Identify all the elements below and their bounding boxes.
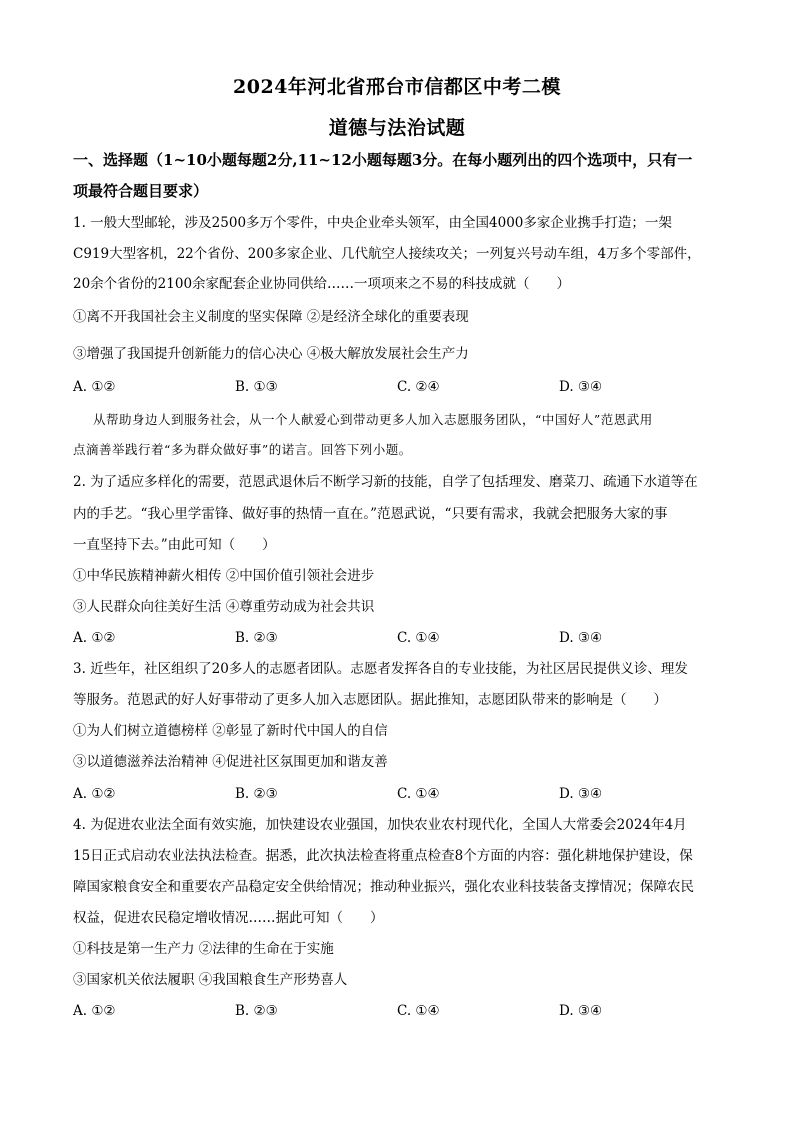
q1-stem-line-3: 20余个省份的2100余家配套企业协同供给……一项项来之不易的科技成就（ ）: [73, 276, 571, 292]
q1-stem-line-2: C919大型客机，22个省份、200多家企业、几代航空人接续攻关；一列复兴号动车组，4万多个零部件，: [73, 246, 701, 262]
q3-option-c: C. ①④: [397, 786, 440, 802]
q3-option-b: B. ②③: [235, 786, 278, 802]
q4-option-d: D. ③④: [559, 1003, 603, 1019]
q4-options: [73, 1001, 723, 1021]
q4-stem-line-1: 4. 为促进农业法全面有效实施，加快建设农业强国，加快农业农村现代化，全国人大常委会2024年4月: [73, 817, 687, 833]
q1-option-c: C. ②④: [397, 379, 440, 395]
q4-stem-line-4: 权益，促进农民稳定增收情况……据此可知（ ）: [73, 910, 384, 926]
q2-statement-1: ①中华民族精神薪火相传 ②中国价值引领社会进步: [73, 568, 375, 584]
section-heading-line-2: 项最符合题目要求）: [73, 182, 209, 200]
q4-stem-line-2: 15日正式启动农业法执法检查。据悉，此次执法检查将重点检查8个方面的内容：强化耕地保护建设，保: [73, 848, 693, 864]
material-line-1: 从帮助身边人到服务社会，从一个人献爱心到带动更多人加入志愿服务团队，“中国好人”范恩武用: [93, 412, 653, 427]
q3-stem-line-1: 3. 近些年，社区组织了20多人的志愿者团队。志愿者发挥各自的专业技能，为社区居民提供义诊、理发: [73, 661, 688, 677]
q4-statement-2: ③国家机关依法履职 ④我国粮食生产形势喜人: [73, 972, 348, 988]
q3-statement-1: ①为人们树立道德榜样 ②彰显了新时代中国人的自信: [73, 723, 388, 739]
q1-option-b: B. ①③: [235, 379, 278, 395]
q3-options: [73, 784, 723, 804]
q2-option-d: D. ③④: [559, 630, 603, 646]
q1-statement-2: ③增强了我国提升创新能力的信心决心 ④极大解放发展社会生产力: [73, 346, 469, 362]
q4-option-a: A. ①②: [73, 1003, 116, 1019]
q4-stem-line-3: 障国家粮食安全和重要农产品稳定安全供给情况；推动种业振兴，强化农业科技装备支撑情况；保障农民: [73, 879, 694, 895]
q3-option-a: A. ①②: [73, 786, 116, 802]
q3-stem-line-2: 等服务。范恩武的好人好事带动了更多人加入志愿团队。据此推知，志愿团队带来的影响是（ ）: [73, 692, 667, 708]
q1-option-d: D. ③④: [559, 379, 603, 395]
q1-statement-1: ①离不开我国社会主义制度的坚实保障 ②是经济全球化的重要表现: [73, 309, 469, 325]
q1-options: [73, 377, 723, 397]
q4-option-c: C. ①④: [397, 1003, 440, 1019]
q3-option-d: D. ③④: [559, 786, 603, 802]
q2-stem-line-1: 2. 为了适应多样化的需要，范恩武退休后不断学习新的技能，自学了包括理发、磨菜刀、疏通下水道等在: [73, 474, 698, 490]
q2-stem-line-2: 内的手艺。“我心里学雷锋、做好事的热情一直在。”范恩武说，“只要有需求，我就会把服务大家的事: [73, 506, 668, 522]
q1-option-a: A. ①②: [73, 379, 116, 395]
q2-option-c: C. ①④: [397, 630, 440, 646]
q4-statement-1: ①科技是第一生产力 ②法律的生命在于实施: [73, 941, 334, 957]
q2-option-a: A. ①②: [73, 630, 116, 646]
q2-options: [73, 628, 723, 648]
q3-statement-2: ③以道德滋养法治精神 ④促进社区氛围更加和谐友善: [73, 754, 388, 770]
q2-option-b: B. ②③: [235, 630, 278, 646]
section-heading-line-1: 一、选择题（1~10小题每题2分,11~12小题每题3分。在每小题列出的四个选项中，只有一: [73, 151, 693, 169]
material-line-2: 点滴善举践行着“多为群众做好事”的诺言。回答下列小题。: [73, 442, 412, 457]
q1-stem-line-1: 1. 一般大型邮轮，涉及2500多万个零件，中央企业牵头领军，由全国4000多家企业携手打造；一架: [73, 215, 672, 231]
q2-stem-line-3: 一直坚持下去。”由此可知（ ）: [73, 537, 276, 553]
q2-statement-2: ③人民群众向往美好生活 ④尊重劳动成为社会共识: [73, 599, 375, 615]
exam-title: 2024年河北省邢台市信都区中考二模: [233, 76, 561, 98]
q4-option-b: B. ②③: [235, 1003, 278, 1019]
exam-subject: 道德与法治试题: [328, 117, 466, 139]
